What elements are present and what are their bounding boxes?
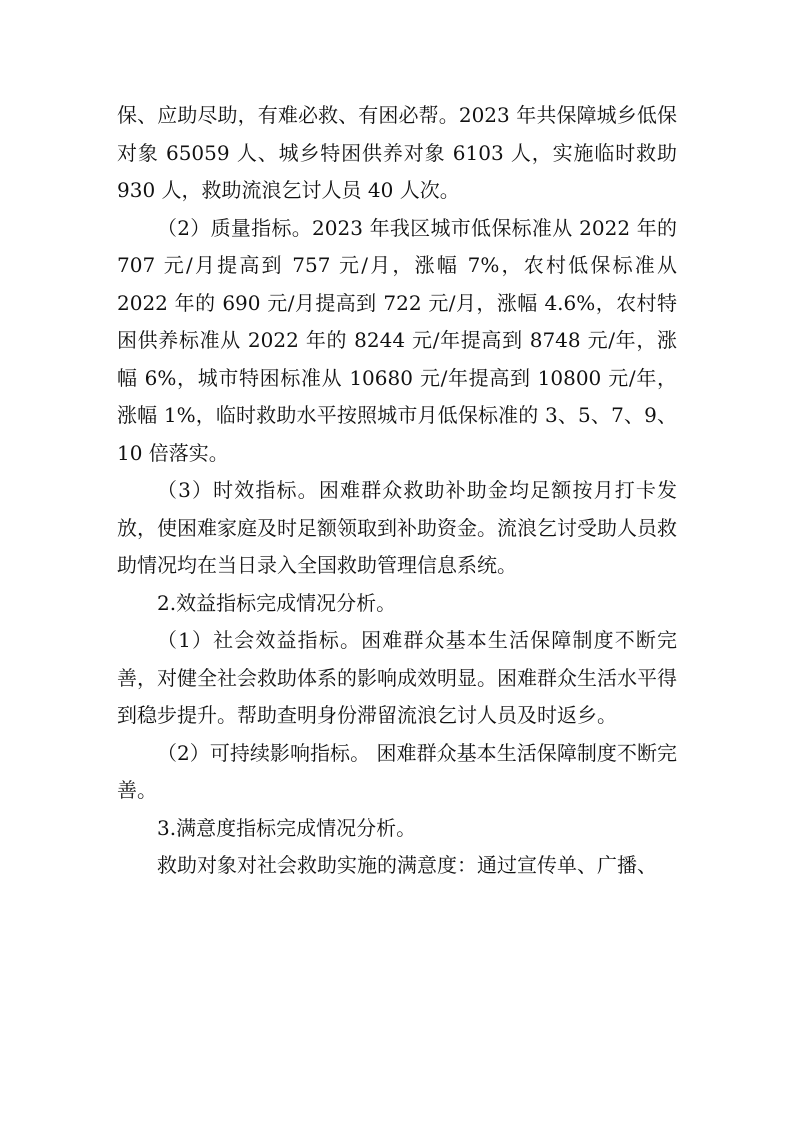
paragraph-timeliness-indicator: （3）时效指标。困难群众救助补助金均足额按月打卡发放，使困难家庭及时足额领取到补助资金。流浪乞讨受助人员救助情况均在当日录入全国救助管理信息系统。 xyxy=(117,478,677,577)
heading-benefit-indicators: 2.效益指标完成情况分析。 xyxy=(157,590,397,615)
heading-satisfaction-indicators: 3.满意度指标完成情况分析。 xyxy=(157,815,417,840)
paragraph-satisfaction: 救助对象对社会救助实施的满意度：通过宣传单、广播、 xyxy=(157,853,657,877)
paragraph-social-benefit-indicator: （1）社会效益指标。困难群众基本生活保障制度不断完善，对健全社会救助体系的影响成效明显。困难群众生活水平得到稳步提升。帮助查明身份滞留流浪乞讨人员及时返乡。 xyxy=(117,628,677,727)
paragraph-sustainability-indicator: （2）可持续影响指标。 困难群众基本生活保障制度不断完善。 xyxy=(117,740,677,802)
document-body xyxy=(117,97,677,885)
paragraph-quality-indicator: （2）质量指标。2023 年我区城市低保标准从 2022 年的 707 元/月提高到 757 元/月，涨幅 7%，农村低保标准从 2022 年的 690 元/月提高到 722 元/月，涨幅 4.6%，农村特困供养标准从 2022 年的 8244 元/年提高到 8748 元/年，涨幅 6%，城市特困标准从 10680 元/年提高到 10800 元/年，涨幅 1%，临时救助水平按照城市月低保标准的 3、5、7、9、10 倍落实。 xyxy=(117,215,677,465)
paragraph-coverage-continued: 保、应助尽助，有难必救、有困必帮。2023 年共保障城乡低保对象 65059 人、城乡特困供养对象 6103 人，实施临时救助 930 人，救助流浪乞讨人员 40 人次。 xyxy=(117,103,677,202)
